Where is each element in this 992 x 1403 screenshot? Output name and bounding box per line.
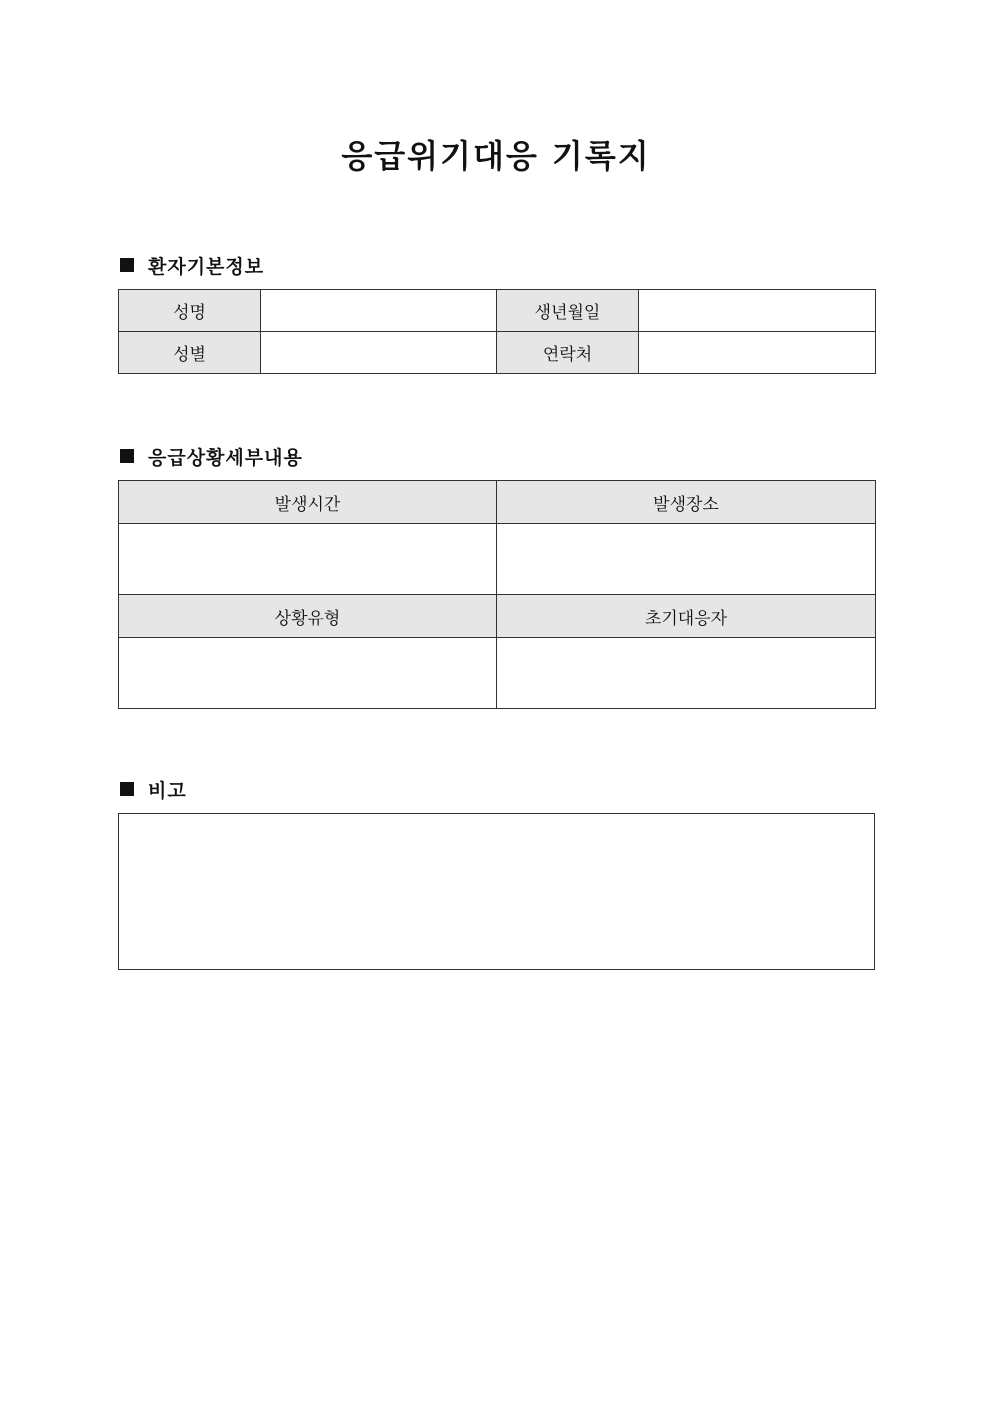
section-heading-patient-info	[118, 251, 264, 279]
table-row	[119, 638, 876, 709]
first-responder-label: 초기대응자	[497, 595, 876, 638]
contact-label: 연락처	[497, 332, 639, 374]
section-heading-label: 비고	[148, 779, 187, 802]
occurrence-time-field[interactable]	[119, 524, 497, 595]
emergency-details-table	[118, 480, 876, 709]
square-bullet-icon	[120, 449, 134, 463]
situation-type-field[interactable]	[119, 638, 497, 709]
page-title: 응급위기대응 기록지	[341, 137, 651, 175]
gender-field[interactable]	[261, 332, 497, 374]
name-label: 성명	[119, 290, 261, 332]
birthdate-field[interactable]	[639, 290, 876, 332]
table-row	[119, 290, 876, 332]
square-bullet-icon	[120, 782, 134, 796]
section-heading-notes	[118, 775, 187, 803]
section-heading-label: 응급상황세부내용	[148, 446, 303, 469]
occurrence-time-label: 발생시간	[119, 481, 497, 524]
table-row	[119, 332, 876, 374]
table-row	[119, 524, 876, 595]
contact-field[interactable]	[639, 332, 876, 374]
section-heading-label: 환자기본정보	[148, 255, 265, 278]
birthdate-label: 생년월일	[497, 290, 639, 332]
patient-info-table	[118, 289, 876, 374]
situation-type-label: 상황유형	[119, 595, 497, 638]
gender-label: 성별	[119, 332, 261, 374]
occurrence-place-label: 발생장소	[497, 481, 876, 524]
section-heading-emergency-details	[118, 442, 303, 470]
table-row	[119, 481, 876, 524]
first-responder-field[interactable]	[497, 638, 876, 709]
name-field[interactable]	[261, 290, 497, 332]
notes-field[interactable]	[118, 813, 875, 970]
occurrence-place-field[interactable]	[497, 524, 876, 595]
square-bullet-icon	[120, 258, 134, 272]
table-row	[119, 595, 876, 638]
